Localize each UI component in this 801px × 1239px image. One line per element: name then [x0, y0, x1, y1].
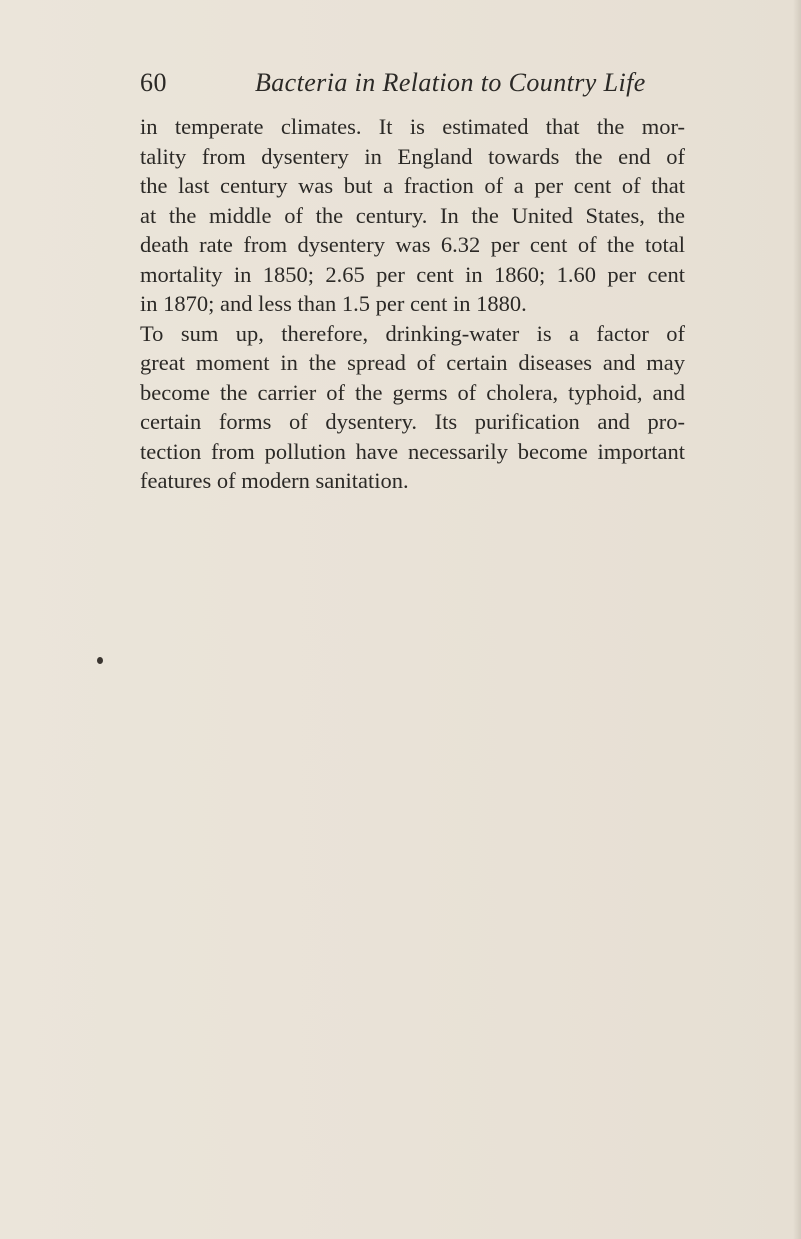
- page-edge-shadow: [793, 0, 801, 1239]
- text-line: tality from dysentery in England towards the end of: [140, 143, 685, 169]
- text-line: become the carrier of the germs of cholera, typhoid, and: [140, 379, 685, 405]
- text-line: features of modern sanitation.: [140, 468, 409, 493]
- text-line: certain forms of dysentery. Its purification and pro-: [140, 409, 685, 434]
- text-line: To sum up, therefore, drinking-water is a factor of: [140, 320, 685, 346]
- paragraph-2: [140, 319, 685, 496]
- text-line: death rate from dysentery was 6.32 per cent of the total: [140, 232, 685, 257]
- text-line: in 1870; and less than 1.5 per cent in 1880.: [140, 291, 527, 316]
- text-line: the last century was but a fraction of a per cent of that: [140, 173, 685, 198]
- running-title: Bacteria in Relation to Country Life: [255, 68, 646, 97]
- text-line: tection from pollution have necessarily become important: [140, 438, 685, 464]
- paragraph-1: [140, 112, 685, 319]
- text-line: mortality in 1850; 2.65 per cent in 1860; 1.60 per cent: [140, 261, 685, 287]
- page-header: [140, 68, 680, 104]
- text-line: great moment in the spread of certain diseases and may: [140, 350, 685, 375]
- body-text: [140, 112, 685, 496]
- page-number: 60: [140, 68, 167, 97]
- text-line: in temperate climates. It is estimated that the mor-: [140, 114, 685, 139]
- ink-speck: [97, 657, 103, 664]
- text-line: at the middle of the century. In the United States, the: [140, 202, 685, 228]
